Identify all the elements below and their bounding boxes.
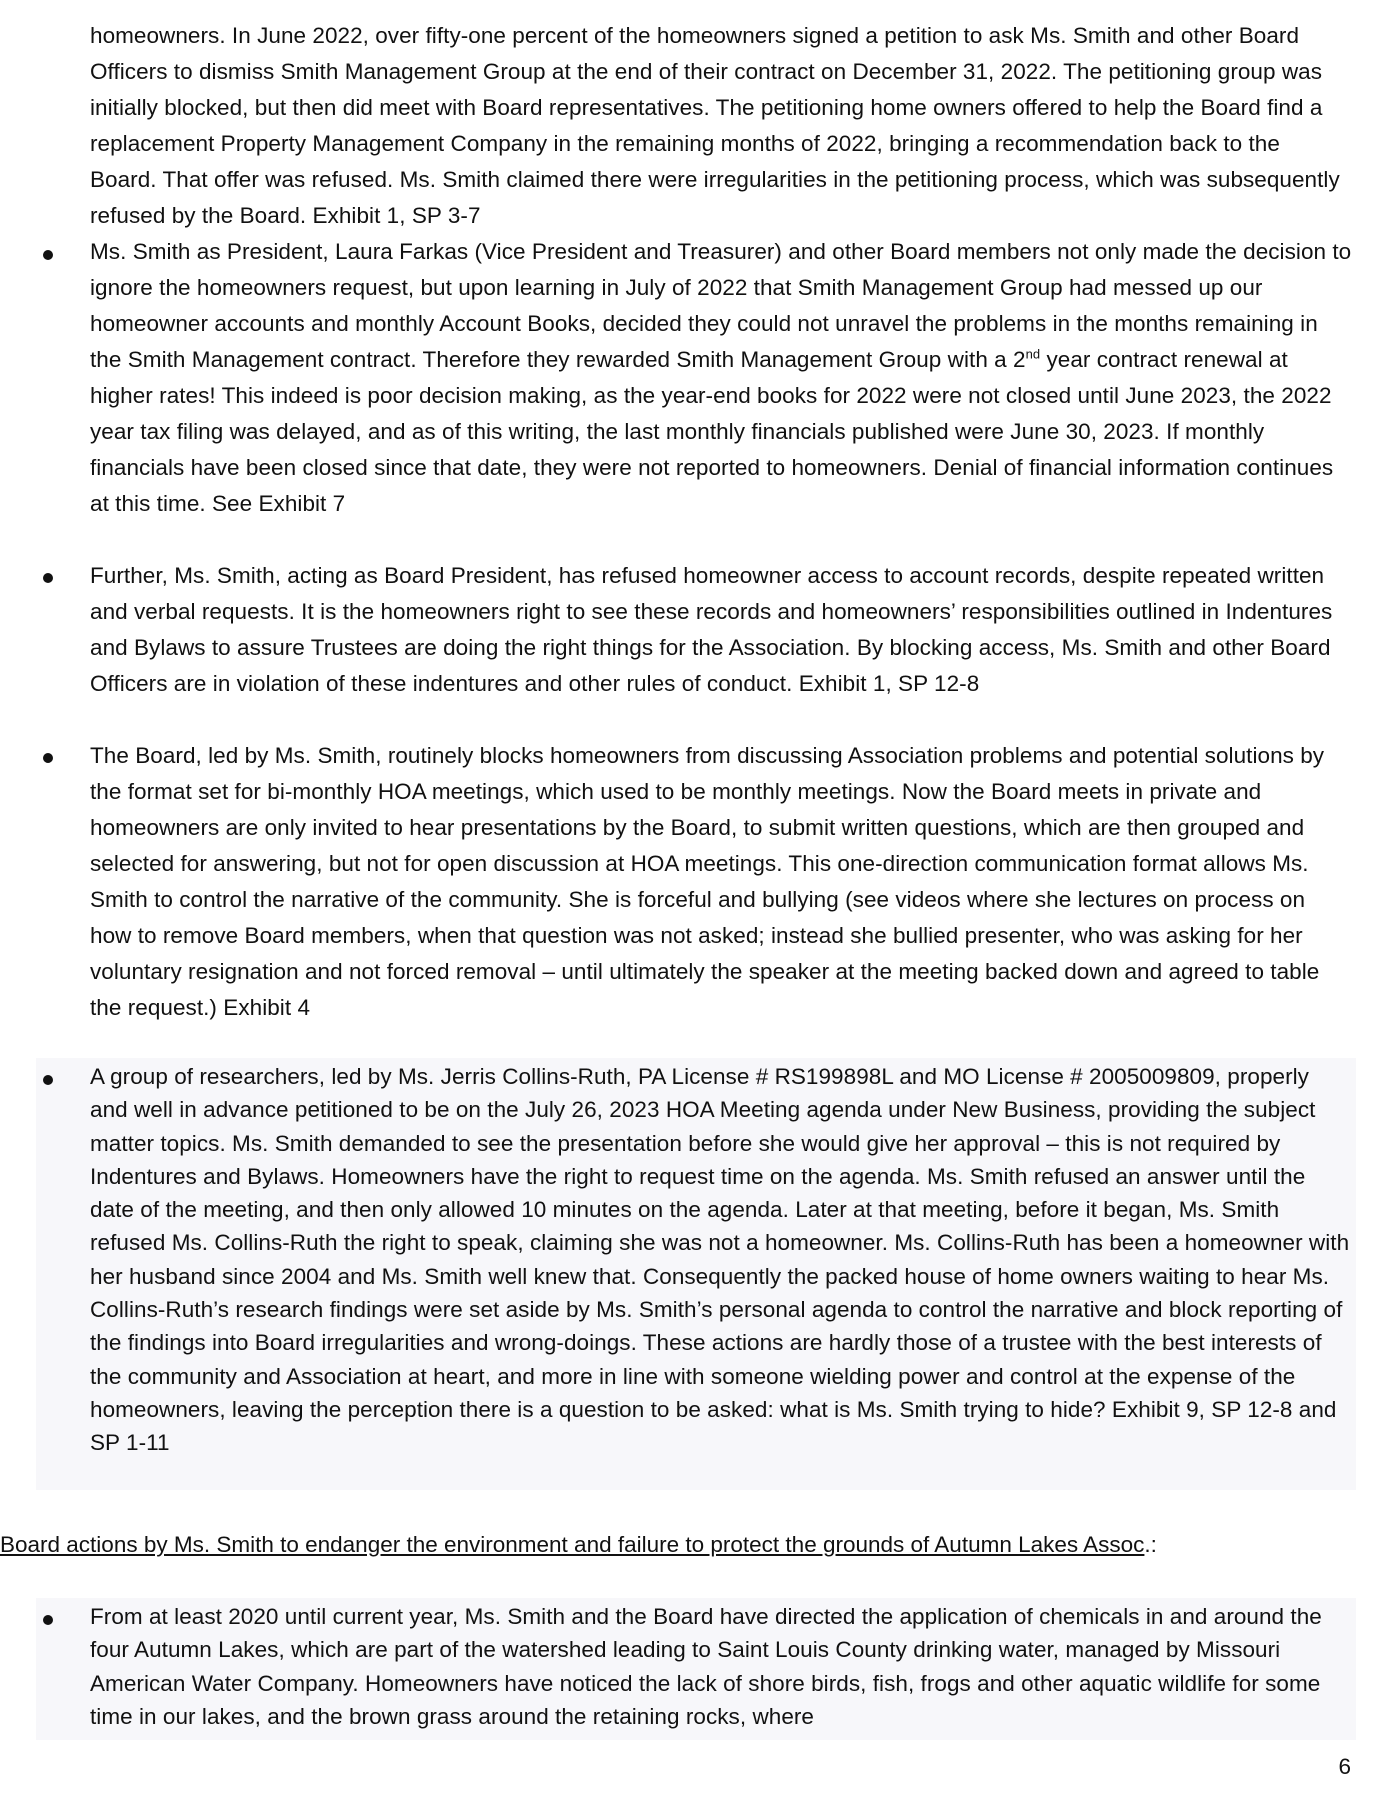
bullet-board-contract-renewal xyxy=(90,234,1352,522)
bullet1-text-b: year contract renewal at higher rates! This indeed is poor decision making, as the year-end books for 2022 were not closed until June 2023, the 2022 year tax filing was delayed, and as of this writing, the last monthly financials published were June 30, 2023. If monthly financials have been closed since that date, they were not reported to homeowners. Denial of financial information continues at this time. See Exhibit 7 xyxy=(90,347,1334,516)
bullet-marker xyxy=(43,1615,53,1625)
bullet-marker xyxy=(43,753,53,763)
bullet-marker xyxy=(43,573,53,583)
bullet-marker xyxy=(43,250,53,260)
section-heading xyxy=(0,1528,1157,1562)
bullet-chemical-application: From at least 2020 until current year, Ms. Smith and the Board have directed the application of chemicals in and around the four Autumn Lakes, which are part of the watershed leading to Saint Louis County drinking water, managed by Missouri American Water Company. Homeowners have noticed the lack of shore birds, fish, frogs and other aquatic wildlife for some time in our lakes, and the brown grass around the retaining rocks, where xyxy=(90,1604,1322,1729)
bullet-refused-records-access: Further, Ms. Smith, acting as Board President, has refused homeowner access to account records, despite repeated written and verbal requests. It is the homeowners right to see these records and homeowners’ responsibilities outlined in Indentures and Bylaws to assure Trustees are doing the right things for the Association. By blocking access, Ms. Smith and other Board Officers are in violation of these indentures and other rules of conduct. Exhibit 1, SP 12-8 xyxy=(90,563,1333,696)
bullet-meeting-format: The Board, led by Ms. Smith, routinely blocks homeowners from discussing Association problems and potential solutions by the format set for bi-monthly HOA meetings, which used to be monthly meetings. Now the Board meets in private and homeowners are only invited to hear presentations by the Board, to submit written questions, which are then grouped and selected for answering, but not for open discussion at HOA meetings. This one-direction communication format allows Ms. Smith to control the narrative of the community. She is forceful and bullying (see videos where she lectures on process on how to remove Board members, when that question was not asked; instead she bullied presenter, who was asking for her voluntary resignation and not forced removal – until ultimately the speaker at the meeting backed down and agreed to table the request.) Exhibit 4 xyxy=(90,743,1325,1020)
bullet1-text-a: Ms. Smith as President, Laura Farkas (Vice President and Treasurer) and other Board members not only made the decision to ignore the homeowners request, but upon learning in July of 2022 that Smith Management Group had messed up our homeowner accounts and monthly Account Books, decided they could not unravel the problems in the months remaining in the Smith Management contract. Therefore they rewarded Smith Management Group with a 2 xyxy=(90,239,1352,372)
section-heading-underlined: Board actions by Ms. Smith to endanger the environment and failure to protect the grounds of Autumn Lakes Assoc xyxy=(0,1532,1145,1557)
bullet-marker xyxy=(43,1075,53,1085)
bullet1-superscript: nd xyxy=(1025,346,1041,362)
bullet-researchers-agenda: A group of researchers, led by Ms. Jerris Collins-Ruth, PA License # RS199898L and MO License # 2005009809, properly and well in advance petitioned to be on the July 26, 2023 HOA Meeting agenda under New Business, providing the subject matter topics. Ms. Smith demanded to see the presentation before she would give her approval – this is not required by Indentures and Bylaws. Homeowners have the right to request time on the agenda. Ms. Smith refused an answer until the date of the meeting, and then only allowed 10 minutes on the agenda. Later at that meeting, before it began, Ms. Smith refused Ms. Collins-Ruth the right to speak, claiming she was not a homeowner. Ms. Collins-Ruth has been a homeowner with her husband since 2004 and Ms. Smith well knew that. Consequently the packed house of home owners waiting to hear Ms. Collins-Ruth’s research findings were set aside by Ms. Smith’s personal agenda to control the narrative and block reporting of the findings into Board irregularities and wrong-doings. These actions are hardly those of a trustee with the best interests of the community and Association at heart, and more in line with someone wielding power and control at the expense of the homeowners, leaving the perception there is a question to be asked: what is Ms. Smith trying to hide? Exhibit 9, SP 12-8 and SP 1-11 xyxy=(90,1064,1350,1456)
section-heading-suffix: .: xyxy=(1144,1532,1157,1557)
page-number: 6 xyxy=(1338,1754,1351,1779)
paragraph-intro: homeowners. In June 2022, over fifty-one percent of the homeowners signed a petition to ask Ms. Smith and other Board Officers to dismiss Smith Management Group at the end of their contract on December 31, 2022. The petitioning group was initially blocked, but then did meet with Board representatives. The petitioning home owners offered to help the Board find a replacement Property Management Company in the remaining months of 2022, bringing a recommendation back to the Board. That offer was refused. Ms. Smith claimed there were irregularities in the petitioning process, which was subsequently refused by the Board. Exhibit 1, SP 3-7 xyxy=(90,23,1340,228)
